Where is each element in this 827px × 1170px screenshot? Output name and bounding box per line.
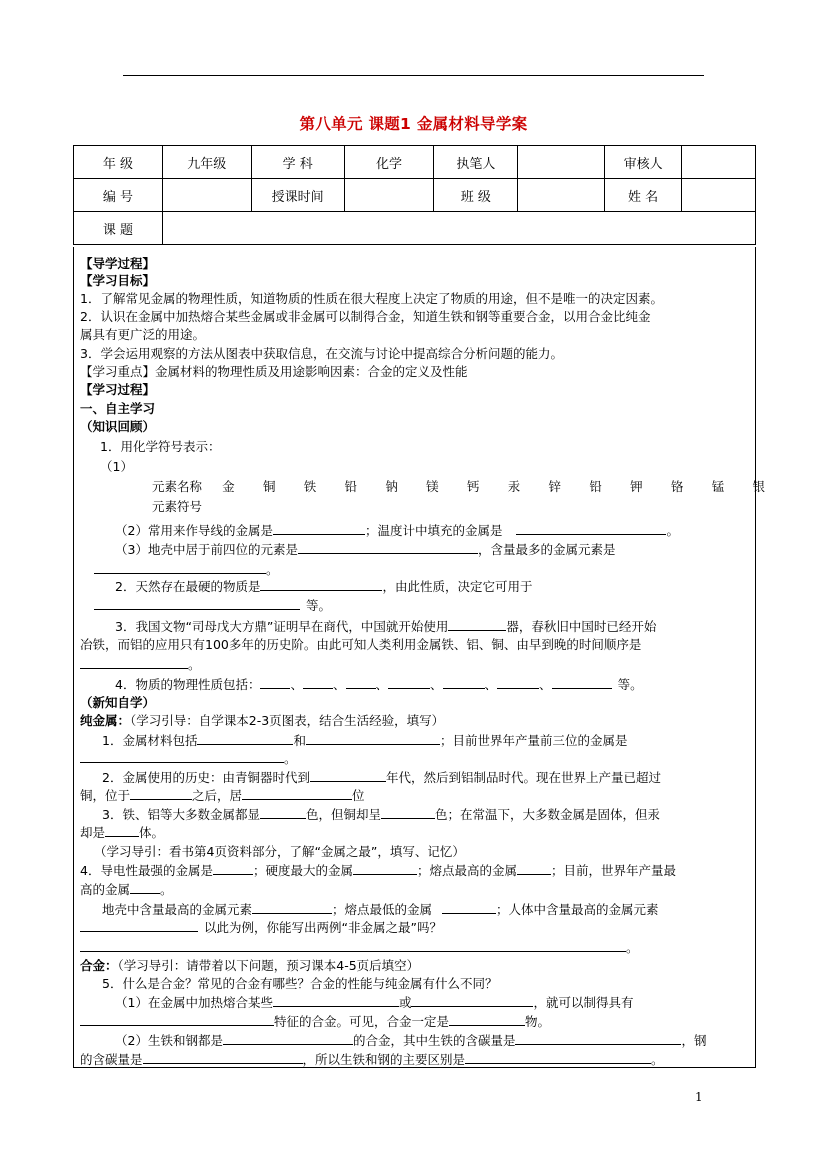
question-line: 却是 体。 (80, 825, 165, 840)
blank (242, 786, 352, 800)
element-name: 汞 (507, 479, 521, 494)
section-heading: 一、自主学习 (80, 401, 156, 416)
question-line: 。 (80, 749, 297, 767)
blank (516, 521, 666, 535)
page-title: 第八单元 课题1 金属材料导学案 (299, 115, 528, 133)
blank (448, 617, 506, 631)
info-table (73, 145, 756, 245)
blank (353, 861, 417, 875)
blank (197, 731, 293, 745)
blank (310, 768, 386, 782)
grade-label: 年 级 (74, 146, 163, 179)
question-line: 合金：（学习导引：请带着以下问题，预习课本4-5页后填空） (80, 958, 420, 973)
question-line: 以此为例，你能写出两例“非金属之最”吗？ (80, 918, 442, 936)
question-line: 特征的合金。可见，合金一定是 物。 (80, 1012, 550, 1030)
element-name: 金 (222, 479, 235, 494)
blank (303, 675, 333, 689)
name-label: 姓 名 (605, 179, 682, 212)
question-line: 地壳中含量最高的金属元素 ；熔点最低的金属 ；人体中含量最高的金属元素 (102, 902, 659, 917)
blank (143, 1050, 303, 1064)
question-line: 纯金属：（学习引导：自学课本2-3页图表，结合生活经验，填写） (80, 713, 445, 728)
blank (130, 786, 192, 800)
element-name: 钠 (385, 479, 398, 494)
question-line: 。 (80, 655, 201, 673)
blank (94, 560, 266, 574)
element-name: 锰 (711, 479, 725, 494)
question-line: （学习导引：看书第4页资料部分，了解“金属之最”，填写、记忆） (94, 844, 465, 859)
blank (260, 577, 382, 591)
number-label: 编 号 (74, 179, 163, 212)
element-name: 铬 (670, 479, 684, 494)
class-value (518, 179, 605, 212)
blank (306, 731, 440, 745)
row-label: 元素符号 (152, 499, 203, 514)
blank (552, 675, 612, 689)
blank (273, 993, 399, 1007)
blank (449, 1012, 525, 1026)
blank (260, 675, 290, 689)
element-name: 钙 (466, 479, 480, 494)
element-name: 钾 (630, 479, 643, 494)
question-line: 。 (80, 938, 639, 956)
blank (252, 900, 332, 914)
element-name: 铅 (589, 479, 602, 494)
blank (94, 596, 300, 610)
reviewer-label: 审核人 (605, 146, 682, 179)
objective-1: 1．了解常见金属的物理性质，知道物质的性质在很大程度上决定了物质的用途，但不是唯一的决定因素。 (80, 291, 663, 306)
objective-2-cont: 属具有更广泛的用途。 (80, 327, 206, 342)
question-line: （2）常用来作导线的金属是 ；温度计中填充的金属是 。 (115, 523, 679, 538)
question-line: 。 (94, 560, 279, 578)
header-rule (123, 75, 704, 76)
blank (213, 861, 253, 875)
question-line: 2．金属使用的历史：由青铜器时代到 年代，然后到铝制品时代。现在世界上产量已超过 (102, 770, 661, 785)
blank (497, 675, 539, 689)
topic-label: 课 题 (74, 212, 163, 245)
question-line: 3．铁、铝等大多数金属都显 色，但铜却呈 色；在常温下，大多数金属是固体，但汞 (102, 807, 660, 822)
question-line: 2．天然存在最硬的物质是 ，由此性质，决定它可用于 (115, 579, 533, 594)
author-label: 执笔人 (434, 146, 518, 179)
blank (80, 655, 188, 669)
blank (273, 521, 365, 535)
question-text: （1） (100, 459, 133, 474)
lesson-time-value (344, 179, 434, 212)
question-line: 铜，位于 之后，居 位 (80, 788, 365, 803)
question-line: （2）生铁和钢都是 的合金，其中生铁的含碳量是 ，钢 (115, 1033, 707, 1048)
blank (517, 861, 551, 875)
element-name: 铅 (344, 479, 358, 494)
element-name: 镁 (426, 479, 439, 494)
name-value (682, 179, 756, 212)
question-line: 等。 (94, 596, 331, 614)
grade-value: 九年级 (162, 146, 251, 179)
blank (130, 880, 160, 894)
section-heading: 【学习目标】 (80, 273, 156, 288)
question-text: 1．用化学符号表示： (100, 439, 221, 454)
topic-value (162, 212, 755, 245)
blank (411, 993, 533, 1007)
table-row (74, 146, 756, 179)
element-name: 铁 (303, 479, 317, 494)
blank (388, 675, 430, 689)
blank (298, 540, 478, 554)
blank (465, 1050, 651, 1064)
question-line: 冶铁，而铝的应用只有100多年的历史阶。由此可知人类利用金属铁、铝、铜、由早到晚的时间顺序是 (80, 637, 642, 652)
question-line: 的含碳量是 ，所以生铁和钢的主要区别是 。 (80, 1052, 664, 1067)
blank (381, 805, 435, 819)
subject-value: 化学 (344, 146, 434, 179)
element-name: 锌 (548, 479, 562, 494)
question-line: 3．我国文物“司母戊大方鼎”证明早在商代，中国就开始使用 器，春秋旧中国时已经开始 (115, 619, 657, 634)
reviewer-value (682, 146, 756, 179)
number-value (162, 179, 251, 212)
blank (223, 1031, 353, 1045)
objective-3: 3．学会运用观察的方法从图表中获取信息，在交流与讨论中提高综合分析问题的能力。 (80, 346, 563, 361)
blank (443, 675, 485, 689)
section-heading: 【导学过程】 (80, 256, 156, 271)
question-line: 5．什么是合金？常见的合金有哪些？合金的性能与纯金属有什么不同？ (102, 976, 498, 991)
question-line: （1）在金属中加热熔合某些 或 ，就可以制得具有 (115, 995, 634, 1010)
question-line: 4．导电性最强的金属是 ；硬度最大的金属 ；熔点最高的金属 ；目前，世界年产量最 (80, 863, 677, 878)
table-row (74, 179, 756, 212)
question-line: 4．物质的物理性质包括： 、 、 、 、 、 、 等。 (115, 677, 643, 692)
blank (80, 1012, 274, 1026)
question-line: （3）地壳中居于前四位的元素是 ，含量最多的金属元素是 (115, 542, 616, 557)
page-number: 1 (695, 1090, 703, 1104)
class-label: 班 级 (434, 179, 518, 212)
key-points: 【学习重点】金属材料的物理性质及用途影响因素：合金的定义及性能 (80, 364, 468, 379)
section-heading: 【学习过程】 (80, 382, 156, 397)
question-line: 高的金属 。 (80, 882, 173, 897)
blank (442, 900, 496, 914)
blank (346, 675, 376, 689)
table-row (74, 212, 756, 245)
row-label: 元素名称 (152, 479, 203, 494)
subsection-heading: （新知自学） (80, 695, 156, 710)
lesson-time-label: 授课时间 (251, 179, 344, 212)
blank (80, 918, 198, 932)
subsection-heading: （知识回顾） (80, 419, 156, 434)
element-name-row (152, 478, 779, 495)
element-name: 铜 (262, 479, 276, 494)
blank (80, 749, 284, 763)
blank (105, 823, 139, 837)
question-line: 1．金属材料包括 和 ；目前世界年产量前三位的金属是 (102, 733, 628, 748)
element-name: 银 (752, 479, 766, 494)
blank (260, 805, 306, 819)
objective-2: 2．认识在金属中加热熔合某些金属或非金属可以制得合金，知道生铁和钢等重要合金，以用合金比纯金 (80, 309, 651, 324)
subject-label: 学 科 (251, 146, 344, 179)
blank (80, 938, 626, 952)
author-value (518, 146, 605, 179)
blank (515, 1031, 681, 1045)
